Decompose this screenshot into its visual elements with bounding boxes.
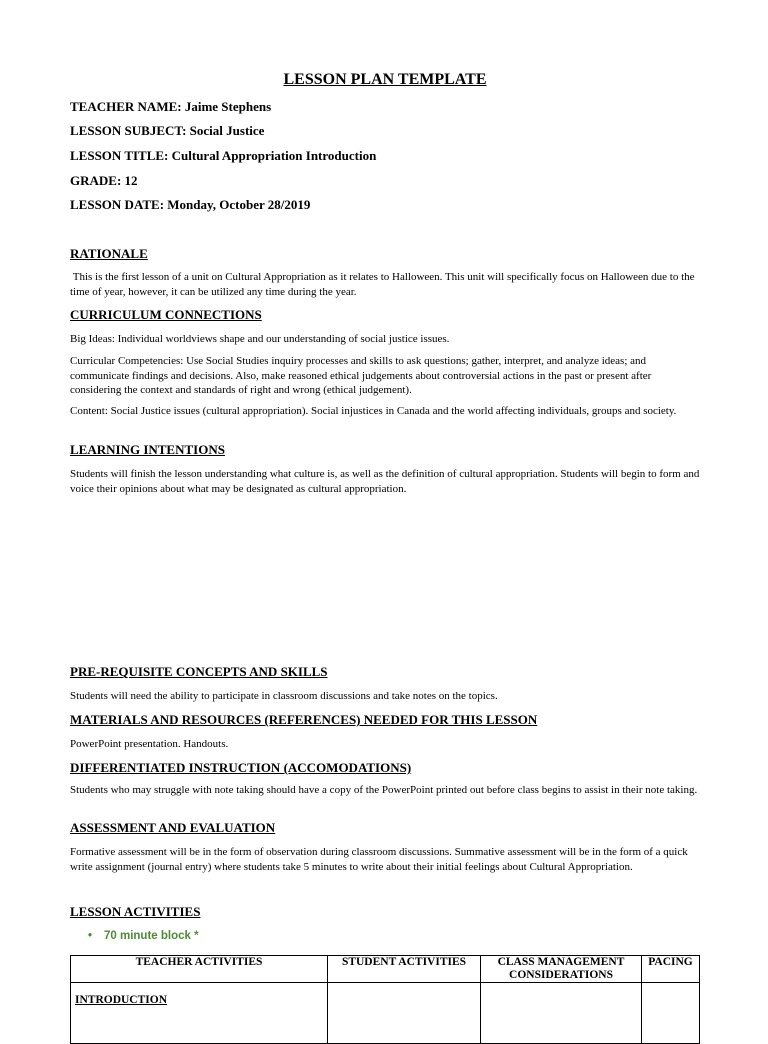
differentiated-heading: DIFFERENTIATED INSTRUCTION (ACCOMODATIONS) (70, 760, 412, 775)
assessment-text: Formative assessment will be in the form of observation during classroom discussions. Summative assessment will be in the form of a quick write assignment (journal entry) where students take 5 minutes to write about their initial feelings about Cultural Appropriation. (70, 846, 688, 873)
table-cell (642, 983, 700, 1044)
curriculum-heading: CURRICULUM CONNECTIONS (70, 307, 262, 322)
document-title: LESSON PLAN TEMPLATE (283, 71, 487, 88)
lesson-activities-heading: LESSON ACTIVITIES (70, 904, 201, 919)
bullet-text: 70 minute block * (104, 930, 199, 942)
bullet-dot-icon: • (88, 930, 93, 942)
competencies-text: Curricular Competencies: Use Social Studies inquiry processes and skills to ask questions; gather, interpret, and analyze ideas; and communicate findings and decisions. Also, make reasoned ethical judgements about controversial actions in the past or present after considering the context and standards of right and wrong (ethical judgement). (70, 355, 652, 396)
rationale-text: This is the first lesson of a unit on Cultural Appropriation as it relates to Halloween. This unit will specifically focus on Halloween due to the time of year, however, it can be utilized any time during the year. (70, 271, 698, 298)
table-cell (481, 983, 642, 1044)
lesson-title: LESSON TITLE: Cultural Appropriation Introduction (70, 148, 377, 163)
differentiated-text: Students who may struggle with note taking should have a copy of the PowerPoint printed out before class begins to assist in their note taking. (70, 784, 698, 796)
grade: GRADE: 12 (70, 173, 138, 188)
table-header-row (71, 956, 700, 983)
column-header: TEACHER ACTIVITIES (71, 956, 328, 983)
materials-heading: MATERIALS AND RESOURCES (REFERENCES) NEEDED FOR THIS LESSON (70, 712, 538, 727)
content-text: Content: Social Justice issues (cultural appropriation). Social injustices in Canada and the world affecting individuals, groups and society. (70, 405, 677, 417)
assessment-heading: ASSESSMENT AND EVALUATION (70, 820, 276, 835)
table-cell (328, 983, 481, 1044)
lesson-activities-table (70, 955, 700, 1044)
lesson-date: LESSON DATE: Monday, October 28/2019 (70, 197, 311, 212)
materials-text: PowerPoint presentation. Handouts. (70, 738, 229, 750)
learning-intentions-heading: LEARNING INTENTIONS (70, 442, 225, 457)
learning-intentions-text: Students will finish the lesson understanding what culture is, as well as the definition of cultural appropriation. Students will begin to form and voice their opinions about what may be designated as cultural appropriation. (70, 468, 700, 495)
rationale-heading: RATIONALE (70, 246, 148, 261)
column-header: STUDENT ACTIVITIES (328, 956, 481, 983)
prerequisites-text: Students will need the ability to participate in classroom discussions and take notes on the topics. (70, 690, 498, 702)
prerequisites-heading: PRE-REQUISITE CONCEPTS AND SKILLS (70, 664, 328, 679)
lesson-subject: LESSON SUBJECT: Social Justice (70, 123, 265, 138)
column-header: PACING (642, 956, 700, 983)
teacher-name: TEACHER NAME: Jaime Stephens (70, 99, 272, 114)
pacing-bullet (88, 930, 199, 942)
table-row (71, 983, 700, 1044)
table-cell (71, 983, 328, 1044)
big-ideas-text: Big Ideas: Individual worldviews shape and our understanding of social justice issues. (70, 333, 450, 345)
introduction-label: INTRODUCTION (75, 994, 168, 1006)
column-header: CLASS MANAGEMENT CONSIDERATIONS (481, 956, 642, 983)
